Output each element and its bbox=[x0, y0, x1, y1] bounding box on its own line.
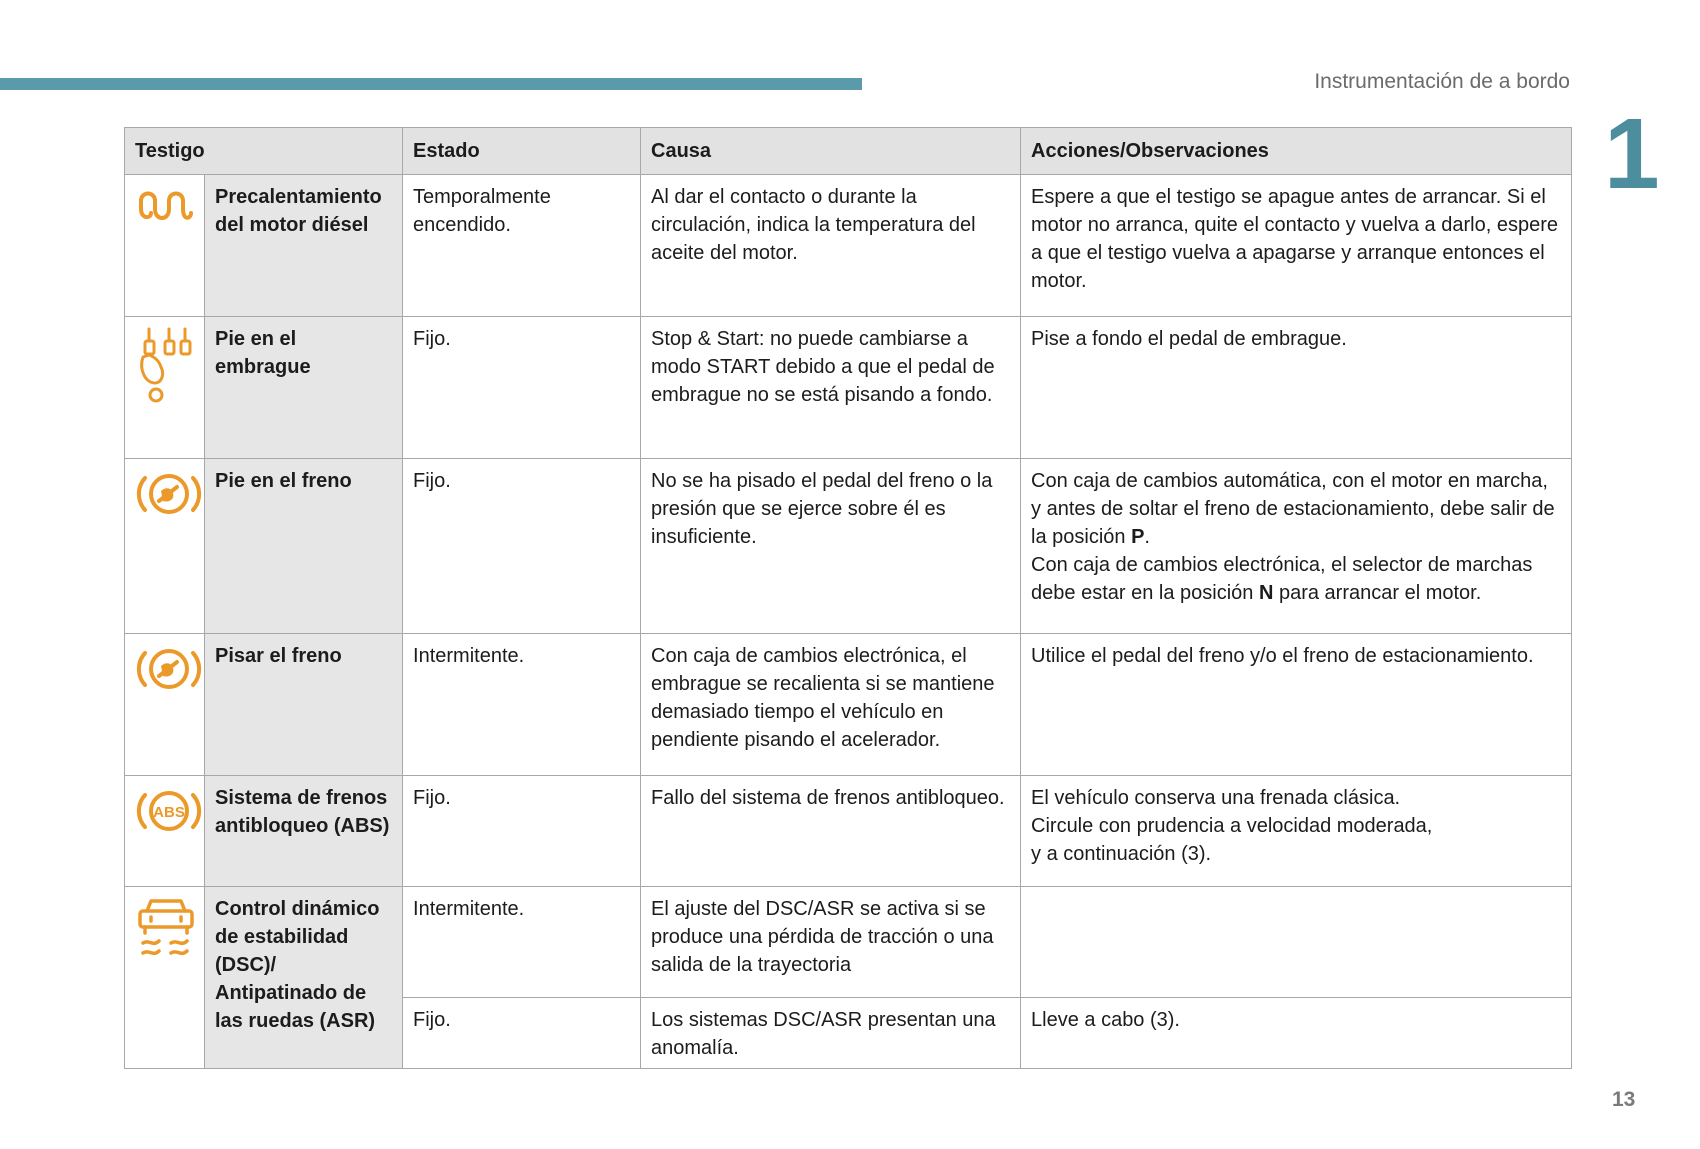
acciones-cell bbox=[1021, 459, 1572, 634]
testigo-name: Control dinámico de estabilidad (DSC)/ Antipatinado de las ruedas (ASR) bbox=[205, 887, 403, 1069]
estado-cell: Fijo. bbox=[403, 459, 641, 634]
estado-cell: Intermitente. bbox=[403, 634, 641, 776]
table-row bbox=[125, 175, 1572, 317]
abs-icon bbox=[135, 784, 203, 838]
header-accent-bar bbox=[0, 78, 862, 90]
header-testigo: Testigo bbox=[125, 128, 403, 175]
page-number: 13 bbox=[1612, 1088, 1636, 1111]
press-brake-icon bbox=[135, 642, 203, 696]
icon-cell bbox=[125, 634, 205, 776]
causa-cell: Stop & Start: no puede cambiarse a modo START debido a que el pedal de embrague no se está pisando a fondo. bbox=[641, 317, 1021, 459]
testigo-name: Sistema de frenos antibloqueo (ABS) bbox=[205, 776, 403, 887]
section-title: Instrumentación de a bordo bbox=[1314, 70, 1570, 93]
testigo-name: Pie en el embrague bbox=[205, 317, 403, 459]
table-row bbox=[125, 317, 1572, 459]
acciones-cell bbox=[1021, 887, 1572, 998]
table-header-row bbox=[125, 128, 1572, 175]
causa-cell: Con caja de cambios electrónica, el embrague se recalienta si se mantiene demasiado tiempo el vehículo en pendiente pisando el acelerador. bbox=[641, 634, 1021, 776]
icon-cell bbox=[125, 459, 205, 634]
header-estado: Estado bbox=[403, 128, 641, 175]
icon-cell bbox=[125, 887, 205, 1069]
header-acciones: Acciones/Observaciones bbox=[1021, 128, 1572, 175]
table-row bbox=[125, 459, 1572, 634]
abs-icon-text: ABS bbox=[153, 804, 185, 821]
estado-cell: Temporalmente encendido. bbox=[403, 175, 641, 317]
dsc-asr-icon bbox=[135, 895, 197, 957]
causa-cell: Al dar el contacto o durante la circulación, indica la temperatura del aceite del motor. bbox=[641, 175, 1021, 317]
estado-cell: Fijo. bbox=[403, 998, 641, 1069]
acciones-cell: Utilice el pedal del freno y/o el freno de estacionamiento. bbox=[1021, 634, 1572, 776]
causa-cell: Fallo del sistema de frenos antibloqueo. bbox=[641, 776, 1021, 887]
causa-cell: No se ha pisado el pedal del freno o la presión que se ejerce sobre él es insuficiente. bbox=[641, 459, 1021, 634]
acciones-text: El vehículo conserva una frenada clásica. bbox=[1031, 787, 1401, 809]
chapter-number: 1 bbox=[1604, 98, 1660, 210]
table-row bbox=[125, 634, 1572, 776]
causa-cell: Los sistemas DSC/ASR presentan una anomalía. bbox=[641, 998, 1021, 1069]
gear-n: N bbox=[1258, 582, 1274, 604]
preheating-coil-icon bbox=[137, 183, 193, 227]
foot-on-clutch-icon bbox=[135, 325, 199, 403]
estado-cell: Fijo. bbox=[403, 317, 641, 459]
header-causa: Causa bbox=[641, 128, 1021, 175]
acciones-text: Con caja de cambios automática, con el motor en marcha, y antes de soltar el freno de estacionamiento, debe salir de la posición bbox=[1031, 470, 1555, 548]
acciones-text: . bbox=[1144, 526, 1150, 548]
foot-on-brake-icon bbox=[135, 467, 203, 521]
acciones-text: Circule con prudencia a velocidad moderada, bbox=[1031, 815, 1433, 837]
acciones-cell: Lleve a cabo (3). bbox=[1021, 998, 1572, 1069]
estado-cell: Fijo. bbox=[403, 776, 641, 887]
acciones-text: y a continuación (3). bbox=[1031, 843, 1212, 865]
icon-cell bbox=[125, 317, 205, 459]
acciones-cell: Pise a fondo el pedal de embrague. bbox=[1021, 317, 1572, 459]
acciones-cell: Espere a que el testigo se apague antes de arrancar. Si el motor no arranca, quite el contacto y vuelva a darlo, espere a que el testigo vuelva a apagarse y arranque entonces el motor. bbox=[1021, 175, 1572, 317]
acciones-cell bbox=[1021, 776, 1572, 887]
testigo-name: Pie en el freno bbox=[205, 459, 403, 634]
acciones-text: para arrancar el motor. bbox=[1273, 582, 1482, 604]
warning-lights-table bbox=[124, 127, 1572, 1069]
icon-cell bbox=[125, 776, 205, 887]
icon-cell bbox=[125, 175, 205, 317]
gear-p: P bbox=[1131, 526, 1145, 548]
acciones-text: Con caja de cambios electrónica, el selector de marchas debe estar en la posición bbox=[1031, 554, 1533, 604]
estado-cell: Intermitente. bbox=[403, 887, 641, 998]
table-row bbox=[125, 776, 1572, 887]
testigo-name: Pisar el freno bbox=[205, 634, 403, 776]
table-row bbox=[125, 887, 1572, 998]
causa-cell: El ajuste del DSC/ASR se activa si se produce una pérdida de tracción o una salida de la trayectoria bbox=[641, 887, 1021, 998]
testigo-name: Precalentamiento del motor diésel bbox=[205, 175, 403, 317]
